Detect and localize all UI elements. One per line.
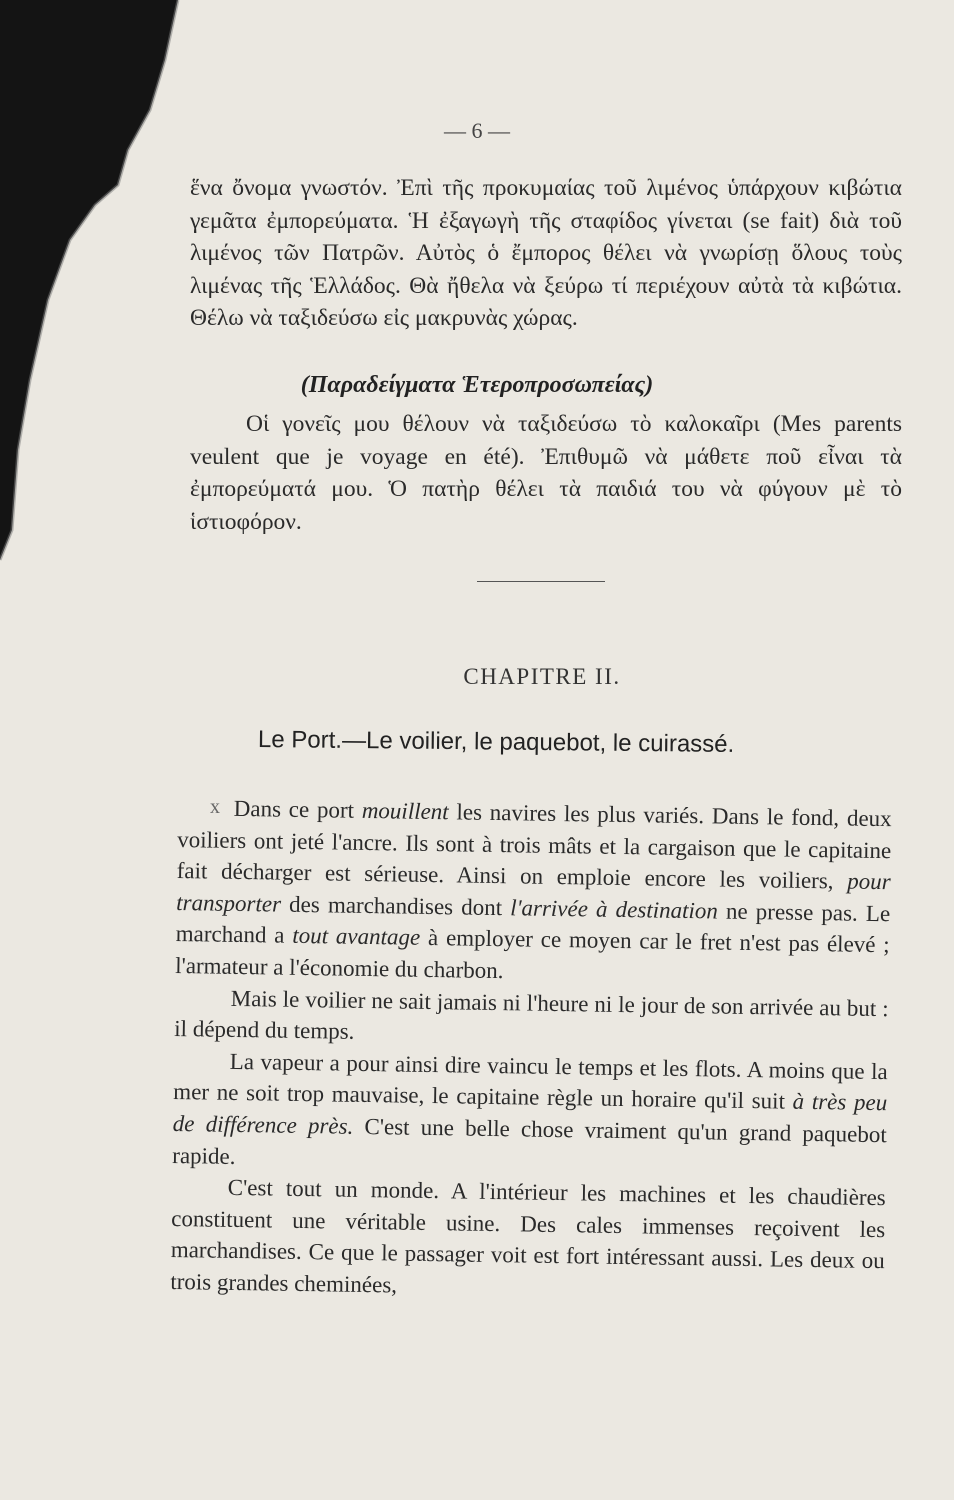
french-p1-italic-tout-avantage: tout avantage (292, 923, 421, 951)
french-p3-text-c: C'est une belle chose vraiment qu'un grand paquebot rapide. (172, 1113, 887, 1169)
greek-paragraph-2: Οἱ γονεῖς μου θέλουν νὰ ταξιδεύσω τὸ καλοκαῖρι (Mes parents veulent que je voyage en été). Ἐπιθυμῶ νὰ μάθετε ποῦ εἶναι τὰ ἐμπορεύματά μου. Ὁ πατὴρ θέλει τὰ παιδιά του νὰ φύγουν μὲ τὸ ἱστιοφόρον. (190, 411, 902, 535)
french-p1-text-a: Dans ce port (233, 795, 363, 823)
section-divider (477, 581, 605, 582)
french-paragraph-1 (175, 792, 892, 993)
french-p1-text-g: ne presse pas. Le marchand a (175, 898, 891, 949)
section-title: Le Port.—Le voilier, le paquebot, le cuirassé. (257, 726, 735, 758)
french-text (170, 792, 892, 1309)
french-paragraph-2: Mais le voilier ne sait jamais ni l'heure ni le jour de son arrivée au but : il dépend du temps. (174, 985, 889, 1044)
french-p1-italic-pour-transporter: pour transporter (176, 868, 891, 917)
french-p1-text-e: des marchandises dont (280, 891, 511, 921)
margin-mark: x (210, 796, 220, 818)
chapter-title: CHAPITRE II. (463, 664, 621, 689)
greek-examples-heading: (Παραδείγματα Ἑτεροπροσωπείας) (300, 372, 654, 398)
greek-paragraph-1: ἕνα ὄνομα γνωστόν. Ἐπὶ τῆς προκυμαίας τοῦ λιμένος ὑπάρχουν κιβώτια γεμᾶτα ἐμπορεύματα. Ἡ ἐξαγωγὴ τῆς σταφίδος γίνεται (se fait) διὰ τοῦ λιμένος τῶν Πατρῶν. Αὐτὸς ὁ ἔμπορος θέλει νὰ γνωρίσῃ ὅλους τοὺς λιμένας τῆς Ἑλλάδος. Θὰ ἤθελα νὰ ξεύρω τί περιέχουν αὐτὰ τὰ κιβώτια. Θέλω νὰ ταξιδεύσω εἰς μακρυνὰς χώρας. (190, 175, 902, 331)
page-number: — 6 — (444, 118, 510, 143)
french-p1-italic-mouillent: mouillent (361, 797, 449, 825)
torn-dark-corner (0, 0, 178, 560)
greek-paragraph-1-container (190, 172, 902, 335)
french-p1-text-i: à employer ce moyen car le fret n'est pas élevé ; l'armateur a l'économie du charbon. (175, 925, 890, 984)
greek-paragraph-2-container (190, 408, 902, 538)
french-p3-italic: à très peu de différence près. (172, 1089, 888, 1139)
french-p1-text-c: les navires les plus variés. Dans le fond, deux voiliers ont jeté l'ancre. Ils sont à trois mâts et la cargaison que le capitaine fait décharger est sérieuse. Ainsi on emploie encore les voiliers, (176, 799, 892, 894)
french-paragraph-4: C'est tout un monde. A l'intérieur les machines et les chaudières constituent une véritable usine. Des cales immenses reçoivent les marchandises. Ce que le passager voit est fort intéressant aussi. Les deux ou trois grandes cheminées, (170, 1174, 886, 1298)
french-p3-text-a: La vapeur a pour ainsi dire vaincu le temps et les flots. A moins que la mer ne soit trop mauvaise, le capitaine règle un horaire qu'il suit (173, 1048, 888, 1115)
french-p1-italic-arrivee: l'arrivée à destination (510, 895, 719, 924)
french-paragraph-3 (172, 1045, 888, 1183)
